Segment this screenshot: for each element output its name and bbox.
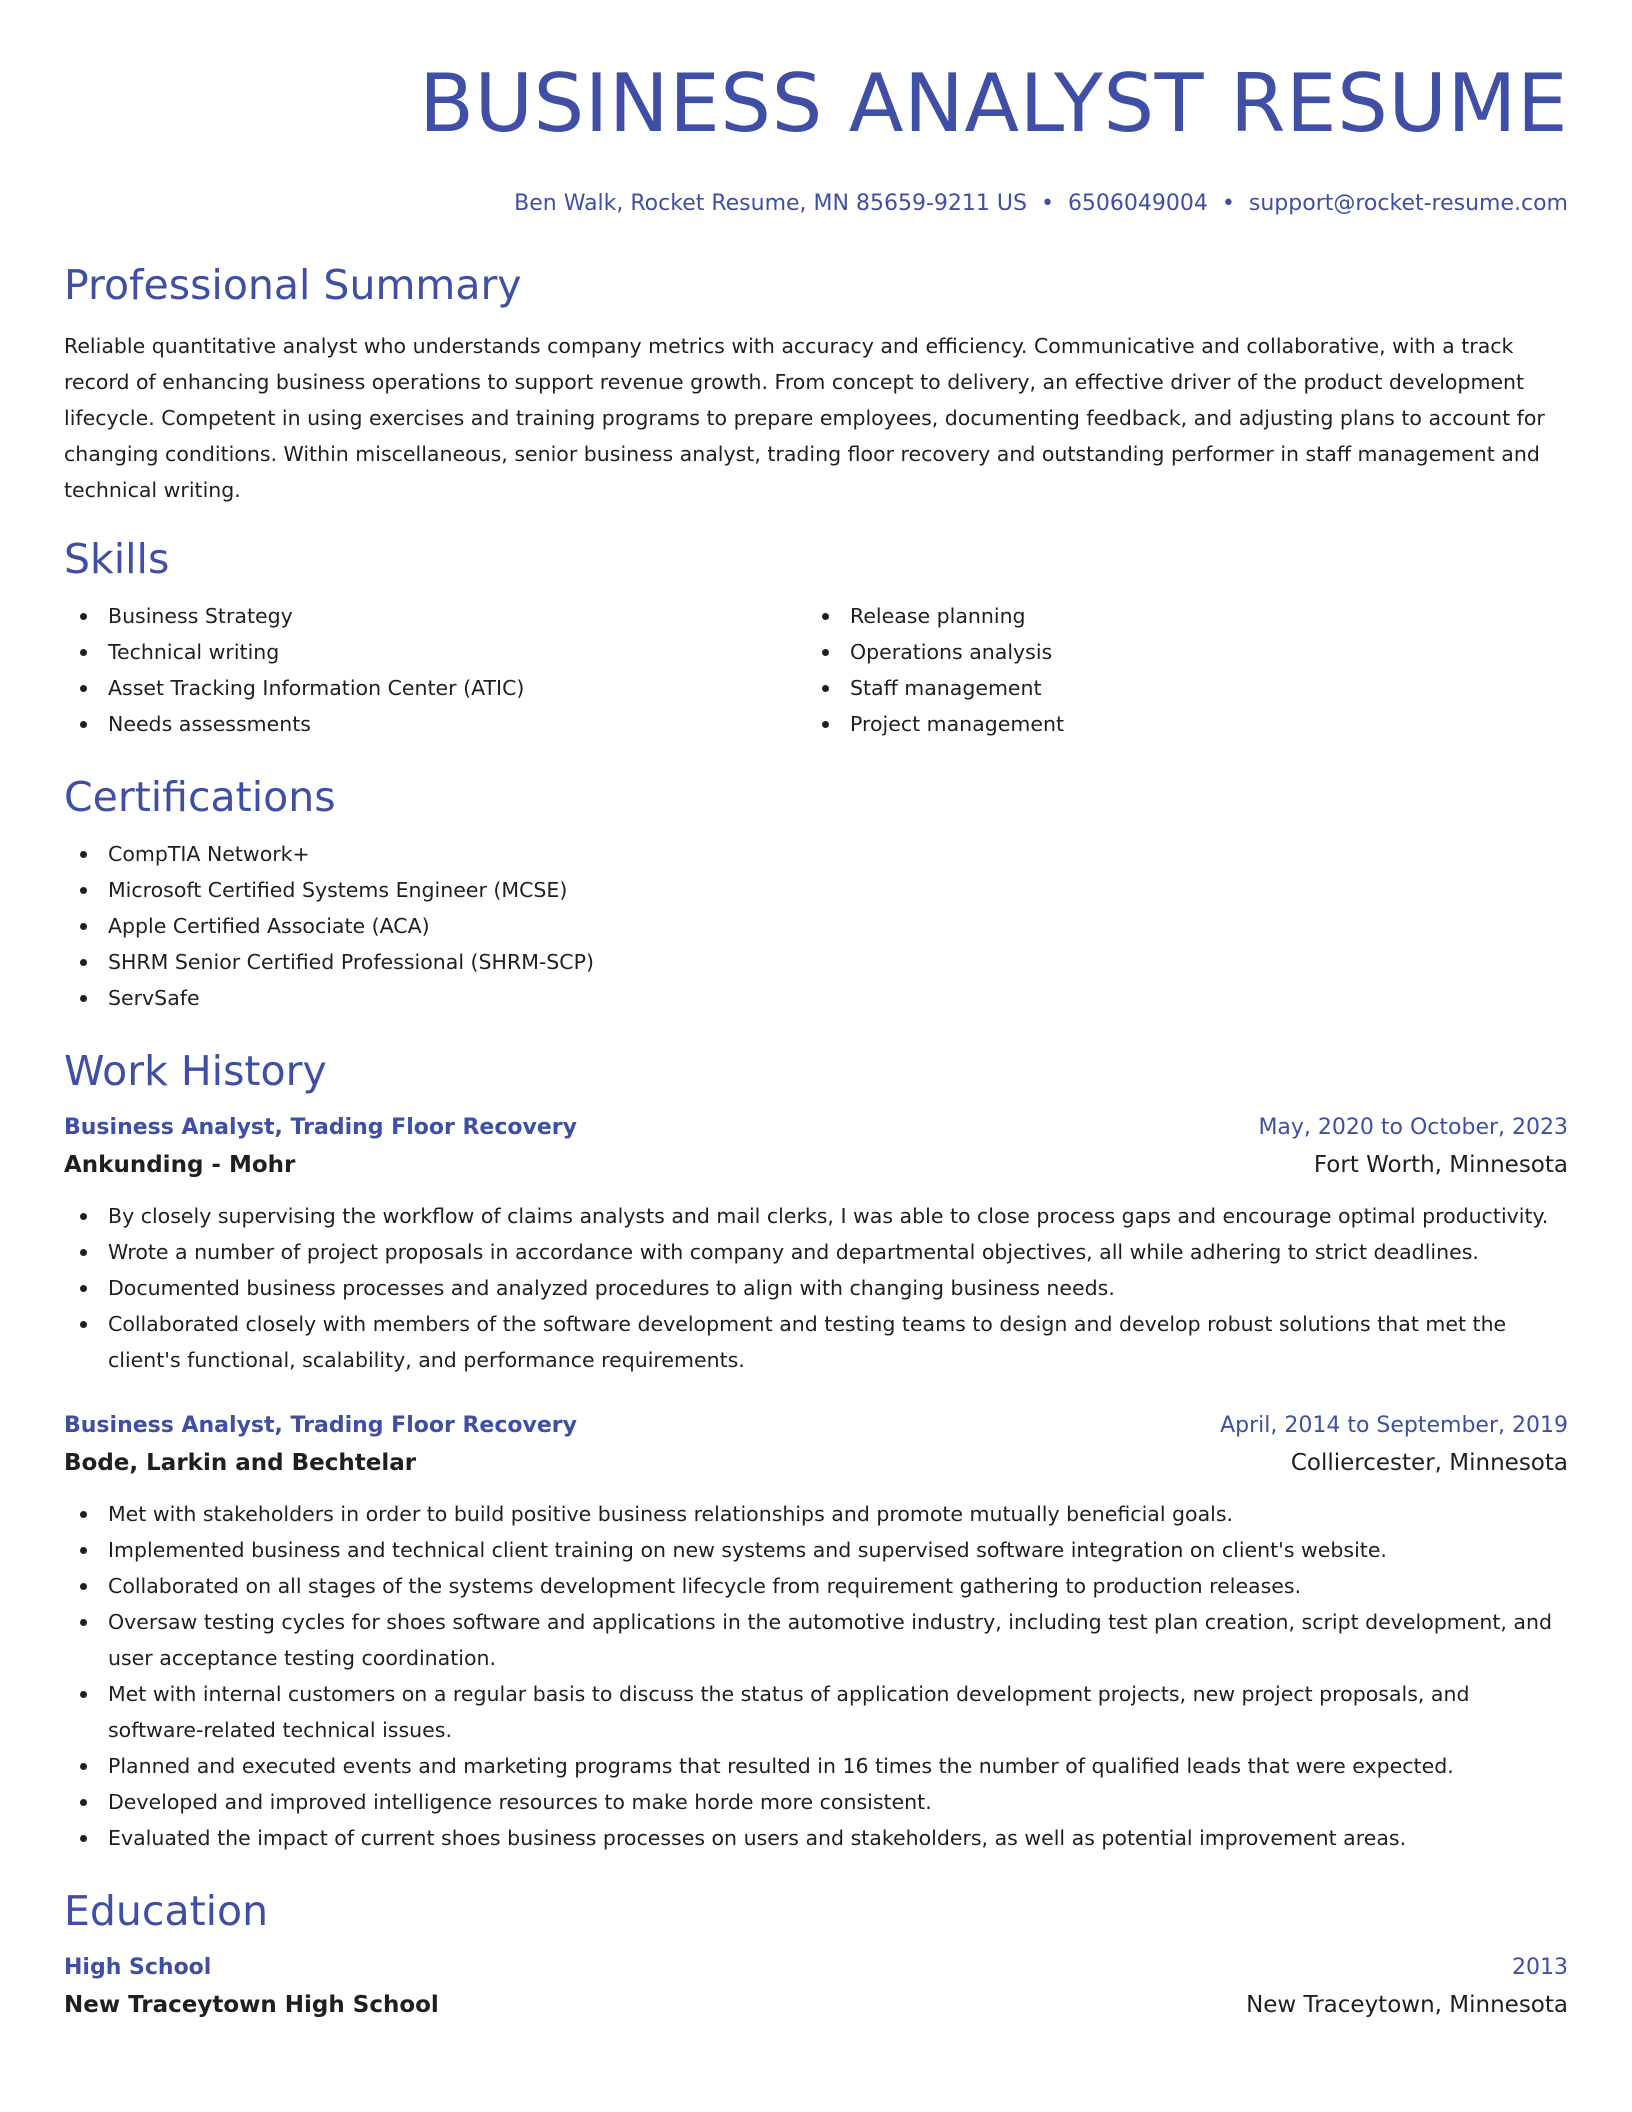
certification-label: ServSafe: [108, 986, 200, 1010]
bullet-dot: [80, 923, 87, 930]
skill-label: Release planning: [850, 604, 1026, 628]
summary-section: [64, 260, 1568, 508]
skills-list-right: [806, 598, 1548, 742]
job-bullet: [64, 1604, 1568, 1676]
bullet-dot: [80, 721, 87, 728]
job-bullet: [64, 1676, 1568, 1748]
skill-item: [64, 706, 806, 742]
education-school-row: [64, 1986, 1568, 2024]
job-bullet: [64, 1532, 1568, 1568]
job-bullet-text: Met with stakeholders in order to build positive business relationships and promote mutually beneficial goals.: [108, 1502, 1234, 1526]
bullet-dot: [822, 613, 829, 620]
job-title: Business Analyst, Trading Floor Recovery: [64, 1115, 577, 1140]
contact-address: Ben Walk, Rocket Resume, MN 85659-9211 US: [514, 191, 1027, 216]
resume-header: [64, 56, 1568, 220]
job-bullet: [64, 1568, 1568, 1604]
job-bullet-text: Collaborated closely with members of the software development and testing teams to design and develop robust solutions that met the client's functional, scalability, and performance requirements.: [108, 1312, 1507, 1372]
skill-label: Needs assessments: [108, 712, 311, 736]
contact-separator: •: [1221, 191, 1235, 216]
certification-item: [64, 980, 1568, 1016]
bullet-dot: [80, 1619, 87, 1626]
skill-label: Business Strategy: [108, 604, 293, 628]
skill-item: [806, 634, 1548, 670]
bullet-dot: [80, 887, 87, 894]
skill-label: Asset Tracking Information Center (ATIC): [108, 676, 525, 700]
summary-heading: Professional Summary: [64, 261, 522, 309]
skills-columns: [64, 598, 1568, 742]
contact-email[interactable]: support@rocket-resume.com: [1248, 191, 1568, 216]
job-entry: [64, 1408, 1568, 1856]
skill-item: [64, 670, 806, 706]
job-bullet: [64, 1234, 1568, 1270]
certification-item: [64, 908, 1568, 944]
skill-item: [64, 598, 806, 634]
bullet-dot: [80, 1511, 87, 1518]
job-bullet-text: Developed and improved intelligence resources to make horde more consistent.: [108, 1790, 932, 1814]
certification-label: Microsoft Certified Systems Engineer (MCSE): [108, 878, 568, 902]
contact-phone: 6506049004: [1067, 191, 1208, 216]
skill-label: Staff management: [850, 676, 1042, 700]
bullet-dot: [80, 1835, 87, 1842]
bullet-dot: [80, 1799, 87, 1806]
certification-label: CompTIA Network+: [108, 842, 310, 866]
job-employer: Bode, Larkin and Bechtelar: [64, 1450, 417, 1476]
certification-item: [64, 944, 1568, 980]
job-bullet: [64, 1784, 1568, 1820]
education-heading: Education: [64, 1887, 269, 1935]
job-location: Fort Worth, Minnesota: [1313, 1152, 1568, 1178]
bullet-dot: [80, 1691, 87, 1698]
bullet-dot: [80, 613, 87, 620]
resume-title: BUSINESS ANALYST RESUME: [419, 57, 1568, 150]
education-section: [64, 1886, 1568, 2024]
education-degree: High School: [64, 1955, 212, 1980]
job-bullet-text: Evaluated the impact of current shoes business processes on users and stakeholders, as well as potential improvement areas.: [108, 1826, 1407, 1850]
bullet-dot: [80, 1213, 87, 1220]
certification-item: [64, 836, 1568, 872]
skill-item: [806, 706, 1548, 742]
bullet-dot: [80, 1249, 87, 1256]
job-bullet-text: Oversaw testing cycles for shoes software and applications in the automotive industry, including test plan creation, script development, and user acceptance testing coordination.: [108, 1610, 1552, 1670]
bullet-dot: [80, 1285, 87, 1292]
bullet-dot: [80, 995, 87, 1002]
job-bullet-text: Met with internal customers on a regular basis to discuss the status of application development projects, new project proposals, and software-related technical issues.: [108, 1682, 1470, 1742]
job-dates: April, 2014 to September, 2019: [1220, 1413, 1568, 1438]
job-bullet-text: By closely supervising the workflow of claims analysts and mail clerks, I was able to close process gaps and encourage optimal productivity.: [108, 1204, 1549, 1228]
job-employer: Ankunding - Mohr: [64, 1152, 296, 1178]
job-bullets: [64, 1198, 1568, 1378]
education-year: 2013: [1512, 1955, 1568, 1980]
bullet-dot: [80, 1583, 87, 1590]
certification-label: SHRM Senior Certified Professional (SHRM-SCP): [108, 950, 594, 974]
education-degree-row: [64, 1950, 1568, 1986]
certification-item: [64, 872, 1568, 908]
bullet-dot: [822, 685, 829, 692]
skill-item: [806, 670, 1548, 706]
job-location: Colliercester, Minnesota: [1290, 1450, 1568, 1476]
education-entry: [64, 1950, 1568, 2024]
skill-label: Project management: [850, 712, 1064, 736]
skills-column-left: [64, 598, 806, 742]
job-bullet: [64, 1748, 1568, 1784]
certifications-heading: Certifications: [64, 773, 336, 821]
skill-label: Operations analysis: [850, 640, 1053, 664]
bullet-dot: [80, 685, 87, 692]
job-title: Business Analyst, Trading Floor Recovery: [64, 1413, 577, 1438]
skills-heading: Skills: [64, 535, 170, 583]
contact-line: [64, 188, 1568, 220]
bullet-dot: [80, 1763, 87, 1770]
bullet-dot: [80, 1547, 87, 1554]
job-dates: May, 2020 to October, 2023: [1258, 1115, 1568, 1140]
job-employer-row: [64, 1444, 1568, 1482]
job-bullet: [64, 1496, 1568, 1532]
skills-list-left: [64, 598, 806, 742]
skill-label: Technical writing: [108, 640, 280, 664]
certifications-section: [64, 772, 1568, 1016]
bullet-dot: [80, 851, 87, 858]
work-history-heading: Work History: [64, 1047, 327, 1095]
job-bullet: [64, 1198, 1568, 1234]
skills-column-right: [806, 598, 1548, 742]
job-bullet: [64, 1306, 1568, 1378]
job-bullet: [64, 1820, 1568, 1856]
certifications-list: [64, 836, 1568, 1016]
education-location: New Traceytown, Minnesota: [1246, 1992, 1568, 2018]
work-history-section: [64, 1046, 1568, 1856]
job-bullet-text: Collaborated on all stages of the systems development lifecycle from requirement gathering to production releases.: [108, 1574, 1302, 1598]
bullet-dot: [80, 959, 87, 966]
job-bullet-text: Wrote a number of project proposals in accordance with company and departmental objectives, all while adhering to strict deadlines.: [108, 1240, 1479, 1264]
bullet-dot: [822, 721, 829, 728]
job-entry: [64, 1110, 1568, 1378]
job-bullets: [64, 1496, 1568, 1856]
skill-item: [64, 634, 806, 670]
job-bullet-text: Documented business processes and analyzed procedures to align with changing business needs.: [108, 1276, 1115, 1300]
job-title-row: [64, 1110, 1568, 1146]
education-school: New Traceytown High School: [64, 1992, 439, 2018]
job-bullet-text: Planned and executed events and marketing programs that resulted in 16 times the number of qualified leads that were expected.: [108, 1754, 1454, 1778]
skills-section: [64, 534, 1568, 742]
contact-separator: •: [1040, 191, 1054, 216]
job-bullet-text: Implemented business and technical client training on new systems and supervised software integration on client's website.: [108, 1538, 1387, 1562]
skill-item: [806, 598, 1548, 634]
bullet-dot: [80, 1321, 87, 1328]
bullet-dot: [822, 649, 829, 656]
job-title-row: [64, 1408, 1568, 1444]
summary-text: Reliable quantitative analyst who understands company metrics with accuracy and efficiency. Communicative and collaborative, with a track record of enhancing business operations to support revenue growth. From concept to delivery, an effective driver of the product development lifecycle. Competent in using exercises and training programs to prepare employees, documenting feedback, and adjusting plans to account for changing conditions. Within miscellaneous, senior business analyst, trading floor recovery and outstanding performer in staff management and technical writing.: [64, 334, 1545, 502]
job-bullet: [64, 1270, 1568, 1306]
certification-label: Apple Certified Associate (ACA): [108, 914, 430, 938]
bullet-dot: [80, 649, 87, 656]
job-employer-row: [64, 1146, 1568, 1184]
